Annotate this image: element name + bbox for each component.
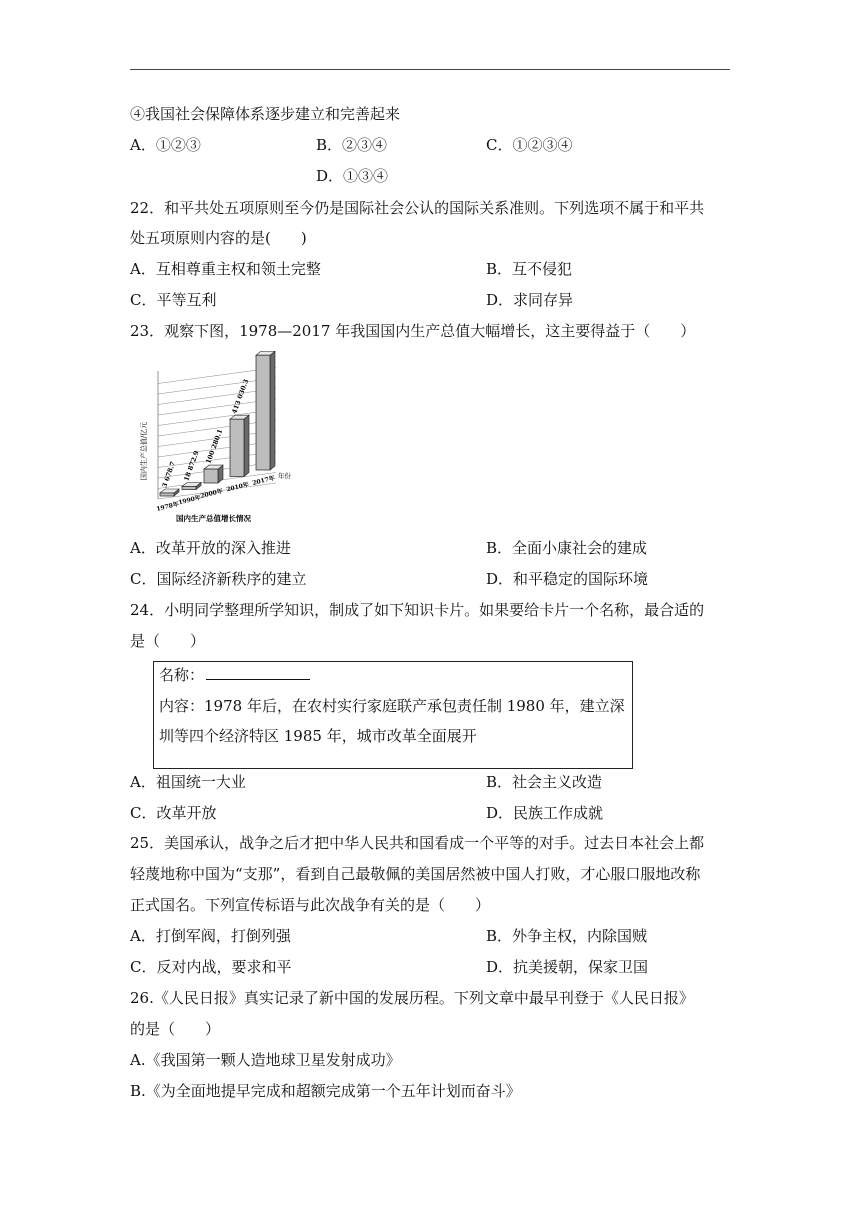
q22-option-c[interactable]: C．平等互利	[130, 291, 217, 309]
chart-category-label: 1978年	[155, 500, 180, 513]
q25-option-d[interactable]: D．抗美援朝，保家卫国	[486, 958, 649, 976]
q25-option-a[interactable]: A．打倒军阀，打倒列强	[130, 927, 291, 945]
chart-bar	[160, 493, 174, 496]
chart-bar-side	[244, 415, 249, 476]
q21-option-b[interactable]: B．②③④	[316, 136, 388, 154]
chart-bar	[204, 469, 218, 483]
chart-bar-side	[270, 351, 275, 470]
card-name-blank[interactable]	[206, 665, 310, 680]
q22-option-a[interactable]: A．互相尊重主权和领土完整	[130, 260, 321, 278]
chart-bar	[256, 355, 270, 470]
q23-stem: 23．观察下图，1978—2017 年我国国内生产总值大幅增长，这主要得益于（ ）	[130, 322, 696, 340]
q24-option-c[interactable]: C．改革开放	[130, 804, 217, 822]
q26-stem-line2: 的是（ ）	[130, 1020, 221, 1038]
chart-value-label: 18 872.9	[182, 449, 201, 483]
q24-option-b[interactable]: B．社会主义改造	[486, 773, 603, 791]
q21-option-d[interactable]: D．①③④	[316, 167, 389, 185]
q22-stem-line1: 22．和平共处五项原则至今仍是国际社会公认的国际关系准则。下列选项不属于和平共	[130, 199, 705, 217]
chart-value-label: 100 280.1	[204, 428, 225, 465]
chart-category-label: 1990年	[177, 494, 202, 507]
q26-option-a[interactable]: A.《我国第一颗人造地球卫星发射成功》	[130, 1051, 401, 1069]
q21-option-a[interactable]: A．①②③	[130, 136, 201, 154]
chart-value-label: 413 030.3	[230, 378, 251, 415]
q24-option-d[interactable]: D．民族工作成就	[486, 804, 604, 822]
q23-option-b[interactable]: B．全面小康社会的建成	[486, 539, 648, 557]
chart-xlabel: 年份	[278, 472, 291, 480]
q25-option-b[interactable]: B．外争主权，内除国贼	[486, 927, 648, 945]
chart-category-label: 2010年	[225, 481, 250, 494]
knowledge-card	[153, 661, 633, 769]
card-content-line1: 内容：1978 年后，在农村实行家庭联产承包责任制 1980 年，建立深	[159, 697, 625, 715]
q23-option-a[interactable]: A．改革开放的深入推进	[130, 539, 291, 557]
q22-stem-line2: 处五项原则内容的是( )	[130, 229, 307, 247]
card-content-line2: 圳等四个经济特区 1985 年，城市改革全面展开	[159, 727, 477, 745]
gdp-bar-chart	[138, 351, 298, 526]
q25-stem-line2: 轻蔑地称中国为“支那”，看到自己最敬佩的美国居然被中国人打败，才心服口服地改称	[130, 865, 701, 883]
q23-option-d[interactable]: D．和平稳定的国际环境	[486, 570, 649, 588]
q26-option-b[interactable]: B.《为全面地提早完成和超额完成第一个五年计划而奋斗》	[130, 1082, 521, 1100]
q25-stem-line3: 正式国名。下列宣传标语与此次战争有关的是（ ）	[130, 896, 491, 914]
q21-option-c[interactable]: C．①②③④	[486, 136, 573, 154]
card-name-label: 名称：	[159, 666, 205, 684]
chart-value-label: 3 678.7	[160, 460, 178, 489]
q23-option-c[interactable]: C．国际经济新秩序的建立	[130, 570, 307, 588]
chart-title: 国内生产总值增长情况	[176, 514, 251, 523]
header-rule	[130, 69, 730, 70]
q24-stem-line2: 是（ ）	[130, 632, 206, 650]
chart-bar	[182, 487, 196, 490]
q26-stem-line1: 26.《人民日报》真实记录了新中国的发展历程。下列文章中最早刊登于《人民日报》	[130, 989, 694, 1007]
q21-item4: ④我国社会保障体系逐步建立和完善起来	[130, 105, 401, 123]
q24-stem-line1: 24．小明同学整理所学知识，制成了如下知识卡片。如果要给卡片一个名称，最合适的	[130, 601, 705, 619]
card-name-row	[159, 665, 310, 685]
q22-option-b[interactable]: B．互不侵犯	[486, 260, 573, 278]
chart-category-label: 2000年	[199, 487, 224, 500]
q25-stem-line1: 25．美国承认，战争之后才把中华人民共和国看成一个平等的对手。过去日本社会上都	[130, 834, 705, 852]
chart-bar	[230, 419, 244, 476]
q25-option-c[interactable]: C．反对内战，要求和平	[130, 958, 292, 976]
chart-category-label: 2017年	[251, 474, 276, 487]
q24-option-a[interactable]: A．祖国统一大业	[130, 773, 246, 791]
chart-ylabel: 国内生产总值/亿元	[140, 421, 148, 481]
q22-option-d[interactable]: D．求同存异	[486, 291, 574, 309]
